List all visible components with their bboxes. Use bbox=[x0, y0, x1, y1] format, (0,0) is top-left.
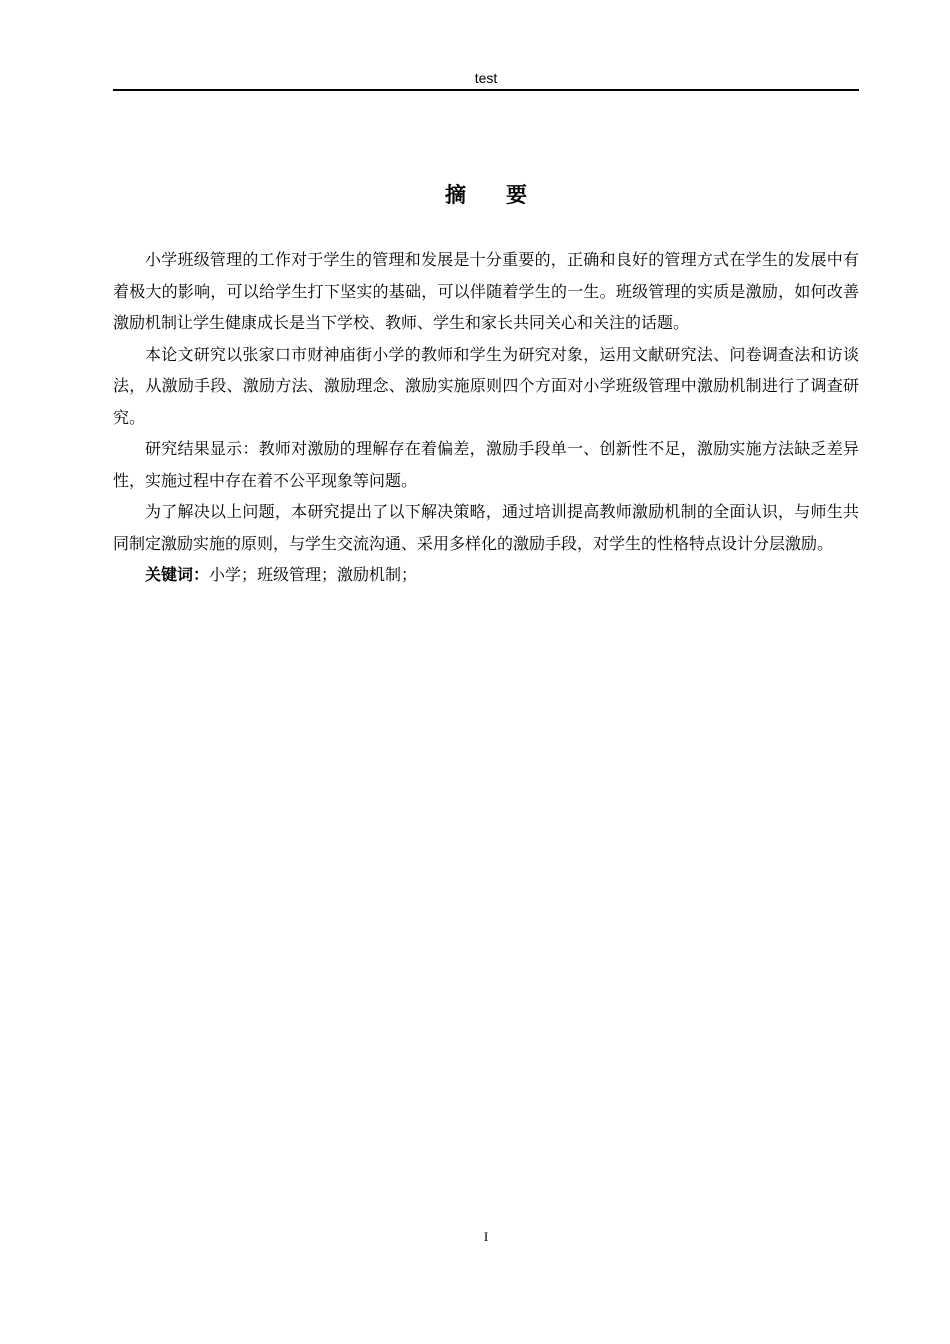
keywords-line bbox=[113, 559, 859, 591]
abstract-paragraph: 为了解决以上问题，本研究提出了以下解决策略，通过培训提高教师激励机制的全面认识，与师生共同制定激励实施的原则，与学生交流沟通、采用多样化的激励手段，对学生的性格特点设计分层激励。 bbox=[113, 502, 859, 553]
abstract-title: 摘要 bbox=[445, 183, 567, 207]
page-number: I bbox=[483, 1229, 489, 1244]
abstract-body bbox=[113, 244, 859, 591]
abstract-paragraph: 小学班级管理的工作对于学生的管理和发展是十分重要的，正确和良好的管理方式在学生的发展中有着极大的影响，可以给学生打下坚实的基础，可以伴随着学生的一生。班级管理的实质是激励，如何改善激励机制让学生健康成长是当下学校、教师、学生和家长共同关心和关注的话题。 bbox=[113, 250, 859, 332]
page-header: test bbox=[474, 70, 498, 86]
abstract-paragraph: 本论文研究以张家口市财神庙街小学的教师和学生为研究对象，运用文献研究法、问卷调查法和访谈法，从激励手段、激励方法、激励理念、激励实施原则四个方面对小学班级管理中激励机制进行了调查研究。 bbox=[113, 344, 859, 427]
keywords-value: 小学；班级管理；激励机制； bbox=[209, 565, 418, 584]
header-rule bbox=[113, 89, 859, 91]
keywords-label: 关键词： bbox=[145, 565, 210, 584]
abstract-paragraph: 研究结果显示：教师对激励的理解存在着偏差，激励手段单一、创新性不足，激励实施方法缺乏差异性，实施过程中存在着不公平现象等问题。 bbox=[113, 439, 859, 490]
